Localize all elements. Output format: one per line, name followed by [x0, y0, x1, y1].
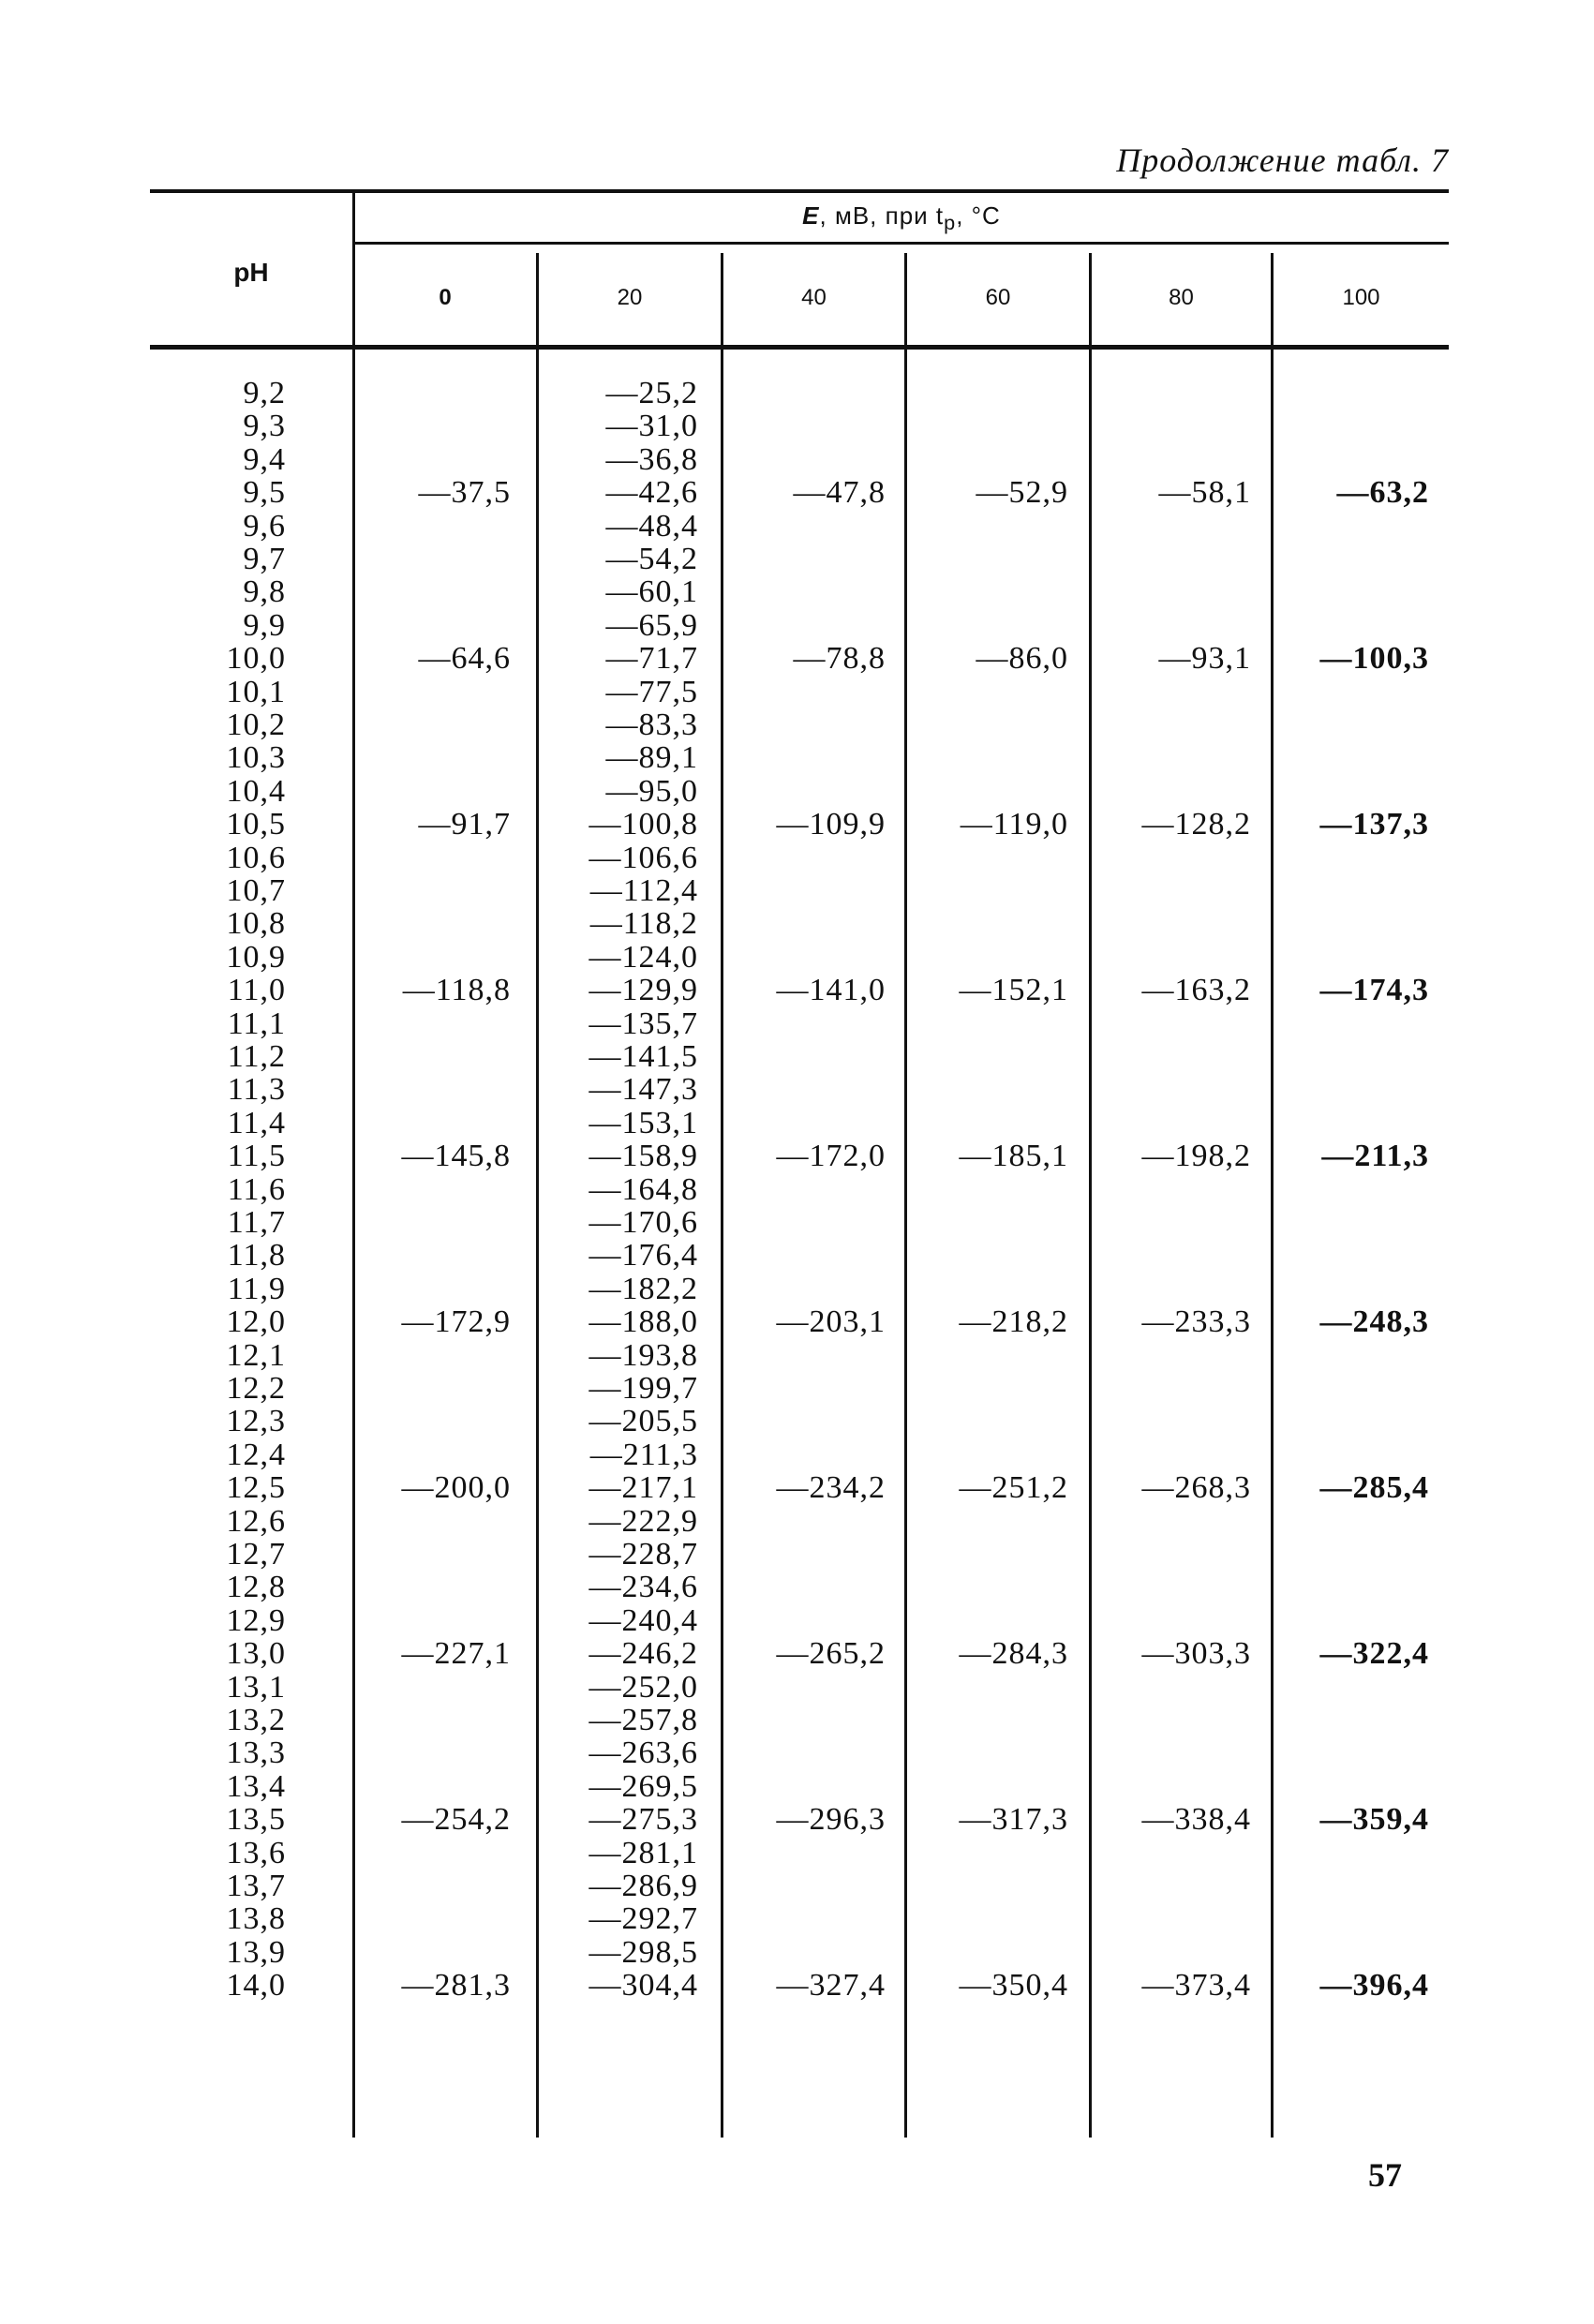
- table-cell-e0: —64,6: [418, 641, 511, 677]
- header-temp-0: 0: [439, 285, 452, 310]
- table-cell-e60: —317,3: [959, 1802, 1068, 1838]
- e20-value: —89,1: [605, 740, 698, 776]
- ph-value: 10,6: [226, 840, 286, 875]
- table-cell-e40: —265,2: [776, 1636, 886, 1672]
- header-temp-80: 80: [1169, 285, 1194, 310]
- e20-value: —193,8: [588, 1337, 698, 1373]
- e20-value: —60,1: [605, 574, 698, 610]
- header-temp-20: 20: [617, 285, 643, 310]
- e20-value: —147,3: [588, 1072, 698, 1108]
- ph-value: 10,1: [226, 674, 286, 709]
- ph-value: 12,5: [226, 1470, 286, 1506]
- table-cell-e80: —128,2: [1141, 807, 1251, 842]
- table-cell-e80: —93,1: [1158, 641, 1251, 677]
- table-cell-e60: —185,1: [959, 1139, 1068, 1174]
- table-caption: Продолжение табл. 7: [1116, 142, 1449, 179]
- table-cell-e80: —303,3: [1141, 1636, 1251, 1672]
- table-cell-e0: —145,8: [401, 1139, 511, 1174]
- ph-value: 13,8: [226, 1901, 286, 1937]
- e20-value: —164,8: [588, 1171, 698, 1207]
- table-cell-e60: —119,0: [960, 807, 1068, 842]
- ph-value: 9,6: [243, 508, 286, 544]
- e20-value: —188,0: [588, 1304, 698, 1340]
- ph-value: 13,0: [226, 1636, 286, 1672]
- e20-value: —25,2: [605, 376, 698, 410]
- ph-value: 13,9: [226, 1934, 286, 1970]
- header-e-unit: , мВ, при t: [819, 201, 945, 230]
- table-cell-e100: —174,3: [1319, 973, 1429, 1008]
- ph-value: 12,9: [226, 1602, 286, 1638]
- table-cell-e60: —152,1: [959, 973, 1068, 1008]
- e20-value: —135,7: [588, 1006, 698, 1041]
- ph-value: 12,4: [226, 1437, 286, 1472]
- table-cell-e100: —63,2: [1336, 475, 1429, 511]
- e20-value: —95,0: [605, 773, 698, 809]
- e20-value: —77,5: [605, 674, 698, 709]
- ph-value: 9,3: [243, 409, 286, 444]
- table-cell-e0: —200,0: [401, 1470, 511, 1506]
- ph-value: 12,1: [226, 1337, 286, 1373]
- table-cell-e60: —251,2: [959, 1470, 1068, 1506]
- table-cell-e60: —52,9: [976, 475, 1068, 511]
- table-cell-e0: —227,1: [401, 1636, 511, 1672]
- ph-value: 13,6: [226, 1835, 286, 1870]
- e20-value: —281,1: [588, 1835, 698, 1870]
- e20-value: —228,7: [588, 1537, 698, 1572]
- ph-value: 11,3: [227, 1072, 286, 1108]
- ph-value: 12,2: [226, 1371, 286, 1406]
- header-bottom-rule: [150, 345, 1449, 350]
- ph-value: 13,1: [226, 1669, 286, 1705]
- ph-value: 12,6: [226, 1503, 286, 1539]
- table-cell-e100: —100,3: [1319, 641, 1429, 677]
- table-cell-e80: —373,4: [1141, 1968, 1251, 2004]
- table-cell-e0: —254,2: [401, 1802, 511, 1838]
- e20-value: —129,9: [588, 973, 698, 1008]
- table-cell-e40: —327,4: [776, 1968, 886, 2004]
- header-e-deg: , °C: [956, 201, 1001, 230]
- e20-value: —205,5: [588, 1404, 698, 1439]
- ph-value: 13,7: [226, 1869, 286, 1903]
- table-cell-e80: —233,3: [1141, 1304, 1251, 1340]
- ph-value: 11,4: [227, 1105, 286, 1140]
- table-cell-e40: —234,2: [776, 1470, 886, 1506]
- e20-value: —263,6: [588, 1736, 698, 1771]
- table-cell-e40: —203,1: [776, 1304, 886, 1340]
- ph-value: 12,0: [226, 1304, 286, 1340]
- table-cell-e60: —86,0: [976, 641, 1068, 677]
- e20-value: —176,4: [588, 1238, 698, 1274]
- ph-value: 13,4: [226, 1768, 286, 1804]
- e20-value: —118,2: [589, 906, 698, 942]
- table-cell-e80: —268,3: [1141, 1470, 1251, 1506]
- e20-value: —112,4: [589, 873, 698, 908]
- table-cell-e80: —338,4: [1141, 1802, 1251, 1838]
- ph-value: 11,8: [227, 1238, 286, 1274]
- e20-value: —48,4: [605, 508, 698, 544]
- ph-value: 13,3: [226, 1736, 286, 1771]
- table-cell-e60: —218,2: [959, 1304, 1068, 1340]
- table-cell-e100: —137,3: [1319, 807, 1429, 842]
- table-cell-e80: —163,2: [1141, 973, 1251, 1008]
- ph-value: 12,7: [226, 1537, 286, 1572]
- ph-value: 10,0: [226, 641, 286, 677]
- e20-value: —106,6: [588, 840, 698, 875]
- table-cell-e40: —78,8: [793, 641, 886, 677]
- ph-value: 12,3: [226, 1404, 286, 1439]
- ph-value: 10,4: [226, 773, 286, 809]
- header-ph: pH: [233, 258, 269, 287]
- top-rule: [150, 189, 1449, 193]
- e20-value: —170,6: [588, 1205, 698, 1240]
- table-cell-e0: —37,5: [418, 475, 511, 511]
- table-cell-e0: —91,7: [418, 807, 511, 842]
- table-cell-e80: —198,2: [1141, 1139, 1251, 1174]
- header-e-sub: р: [944, 211, 957, 235]
- ph-value: 14,0: [226, 1968, 286, 2004]
- table-cell-e60: —350,4: [959, 1968, 1068, 2004]
- table-cell-e100: —322,4: [1319, 1636, 1429, 1672]
- ph-value: 9,5: [243, 475, 286, 511]
- e20-value: —211,3: [589, 1437, 698, 1472]
- header-e-label: [354, 201, 1449, 235]
- e20-value: —246,2: [588, 1636, 698, 1672]
- table-cell-e100: —396,4: [1319, 1968, 1429, 2004]
- e20-value: —36,8: [605, 441, 698, 477]
- e20-value: —240,4: [588, 1602, 698, 1638]
- table-cell-e0: —172,9: [401, 1304, 511, 1340]
- e20-value: —304,4: [588, 1968, 698, 2004]
- table-cell-e100: —285,4: [1319, 1470, 1429, 1506]
- e20-value: —269,5: [588, 1768, 698, 1804]
- ph-value: 11,0: [227, 973, 286, 1008]
- e20-value: —292,7: [588, 1901, 698, 1937]
- ph-value: 10,8: [226, 906, 286, 942]
- header-e-symbol: E: [802, 201, 820, 230]
- ph-value: 11,9: [227, 1271, 286, 1306]
- e20-value: —199,7: [588, 1371, 698, 1406]
- e20-value: —124,0: [588, 939, 698, 975]
- ph-value: 9,9: [243, 607, 286, 643]
- table-cell-e100: —359,4: [1319, 1802, 1429, 1838]
- ph-value: 13,5: [226, 1802, 286, 1838]
- e20-value: —234,6: [588, 1570, 698, 1605]
- e20-value: —54,2: [605, 542, 698, 576]
- ph-value: 10,7: [226, 873, 286, 908]
- ph-value: 10,9: [226, 939, 286, 975]
- col-rule-6: [1271, 253, 1274, 2138]
- ph-value: 10,2: [226, 708, 286, 742]
- ph-value: 11,6: [227, 1171, 286, 1207]
- e20-value: —252,0: [588, 1669, 698, 1705]
- table-cell-e0: —118,8: [402, 973, 511, 1008]
- e20-value: —275,3: [588, 1802, 698, 1838]
- ph-value: 10,3: [226, 740, 286, 776]
- ph-value: 12,8: [226, 1570, 286, 1605]
- ph-value: 11,2: [227, 1039, 286, 1074]
- ph-value: 11,5: [227, 1139, 286, 1174]
- ph-value: 13,2: [226, 1703, 286, 1737]
- table-cell-e60: —284,3: [959, 1636, 1068, 1672]
- e20-value: —71,7: [605, 641, 698, 677]
- e20-value: —257,8: [588, 1703, 698, 1737]
- e20-value: —222,9: [588, 1503, 698, 1539]
- table-cell-e40: —109,9: [776, 807, 886, 842]
- page-number: 57: [1368, 2156, 1402, 2194]
- ph-value: 9,8: [243, 574, 286, 610]
- e20-value: —31,0: [605, 409, 698, 444]
- header-sub-rule: [354, 242, 1449, 245]
- ph-value: 9,7: [243, 542, 286, 576]
- ph-value: 9,4: [243, 441, 286, 477]
- ph-value: 11,7: [227, 1205, 286, 1240]
- table-cell-e40: —47,8: [793, 475, 886, 511]
- e20-value: —141,5: [588, 1039, 698, 1074]
- table-cell-e40: —172,0: [776, 1139, 886, 1174]
- e20-value: —42,6: [605, 475, 698, 511]
- table-cell-e80: —58,1: [1158, 475, 1251, 511]
- table-cell-e0: —281,3: [401, 1968, 511, 2004]
- header-temp-40: 40: [801, 285, 827, 310]
- header-temp-60: 60: [985, 285, 1011, 310]
- col-rule-5: [1089, 253, 1092, 2138]
- ph-value: 10,5: [226, 807, 286, 842]
- e20-value: —182,2: [588, 1271, 698, 1306]
- table-cell-e40: —296,3: [776, 1802, 886, 1838]
- e20-value: —286,9: [588, 1869, 698, 1903]
- e20-value: —158,9: [588, 1139, 698, 1174]
- col-rule-3: [721, 253, 723, 2138]
- ph-value: 11,1: [227, 1006, 286, 1041]
- e20-value: —100,8: [588, 807, 698, 842]
- e20-value: —65,9: [605, 607, 698, 643]
- table-cell-e40: —141,0: [776, 973, 886, 1008]
- e20-value: —153,1: [588, 1105, 698, 1140]
- e20-value: —217,1: [588, 1470, 698, 1506]
- col-rule-4: [904, 253, 907, 2138]
- table-cell-e100: —248,3: [1319, 1304, 1429, 1340]
- header-temp-100: 100: [1342, 285, 1380, 310]
- table-cell-e100: —211,3: [1321, 1139, 1429, 1174]
- ph-value: 9,2: [243, 376, 286, 410]
- e20-value: —83,3: [605, 708, 698, 742]
- e20-value: —298,5: [588, 1934, 698, 1970]
